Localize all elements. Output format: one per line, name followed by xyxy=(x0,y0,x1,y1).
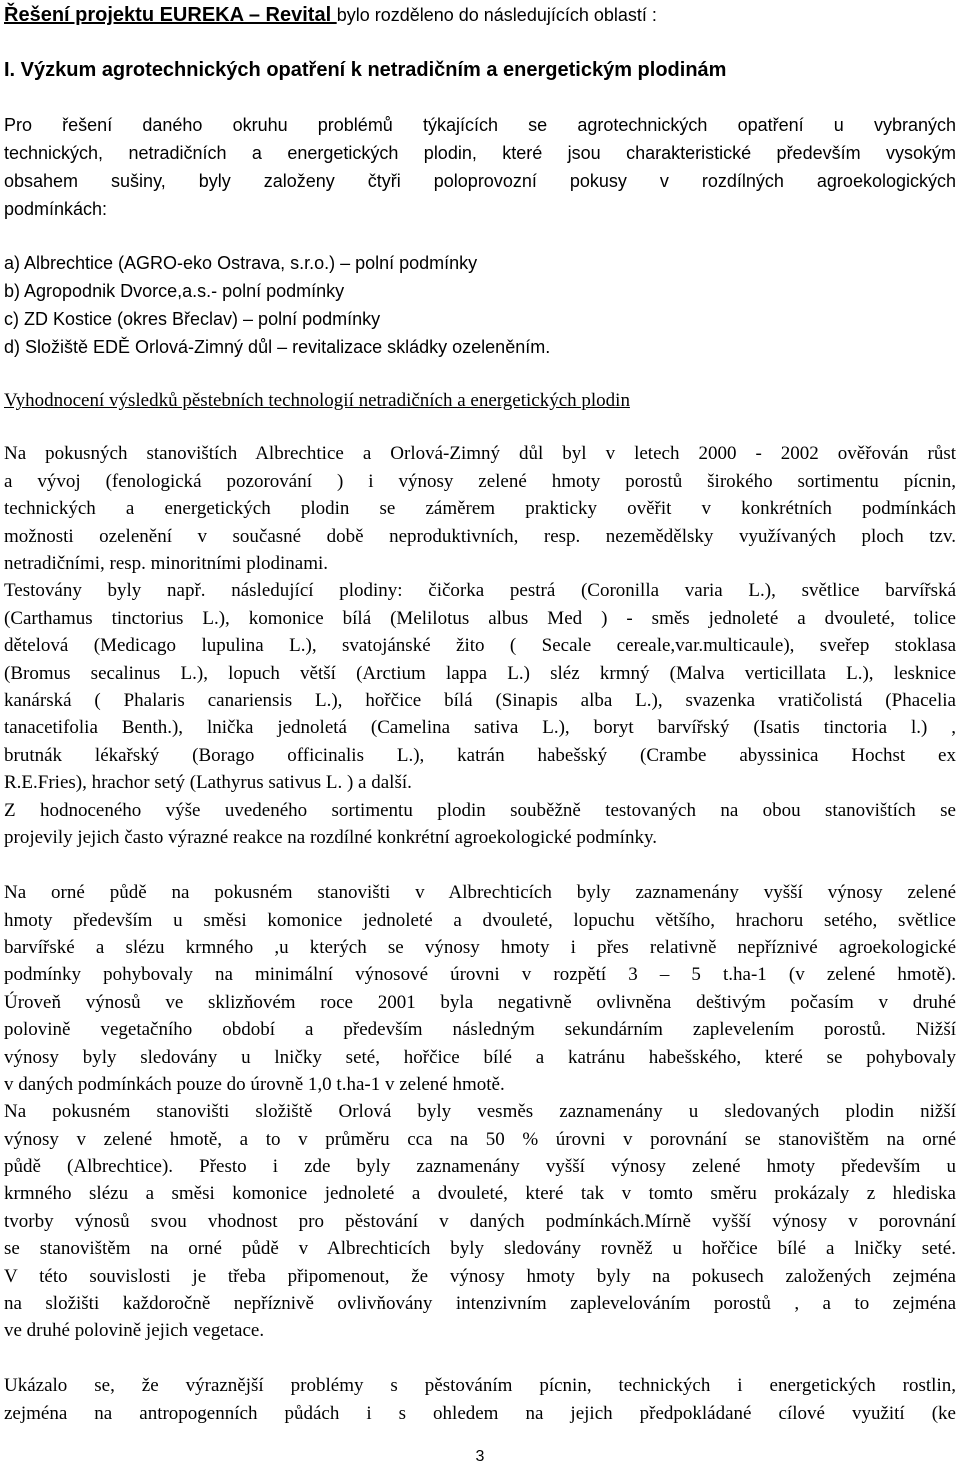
paragraph-line: zejména na antropogenních půdách i s ohledem na jejich předpokládané cílové využití (ke xyxy=(4,1403,956,1424)
paragraph-line: se stanovištěm na orné půdě v Albrechticích byly sledovány rovněž u hořčice bílé a lničky seté. xyxy=(4,1238,956,1259)
page-number: 3 xyxy=(475,1448,485,1465)
plants-line: kanárská ( Phalaris canariensis L.), hořčice bílá (Sinapis alba L.), svazenka vratičolistá (Phacelia xyxy=(4,690,956,711)
intro-line: technických, netradičních a energetických plodin, které jsou charakteristické především vysokým xyxy=(4,143,956,163)
paragraph-line: a vývoj (fenologická pozorování ) i výnosy zelené hmoty porostů širokého sortimentu pícnin, xyxy=(4,471,956,492)
site-item: b) Agropodnik Dvorce,a.s.- polní podmínky xyxy=(4,281,345,301)
paragraph-line: polovině vegetačního období a především následným sekundárním zaplevelením porostů. Nižší xyxy=(4,1019,956,1040)
site-item: a) Albrechtice (AGRO-eko Ostrava, s.r.o.) – polní podmínky xyxy=(4,253,478,273)
paragraph-line: možnosti ozelenění v současné době neproduktivních, resp. nezemědělsky využívaných ploch tzv. xyxy=(4,526,956,547)
paragraph-line: netradičními, resp. minoritními plodinami. xyxy=(4,553,329,574)
plants-line: (Bromus secalinus L.), lopuch větší (Arctium lappa L.) sléz krmný (Malva verticillata L.), lesknice xyxy=(4,663,956,684)
plants-line: tanacetifolia Benth.), lnička jednoletá (Camelina sativa L.), boryt barvířský (Isatis tinctoria l.) , xyxy=(4,717,956,738)
paragraph-line: krmného slézu a směsi komonice jednoleté a dvouleté, které tak v tomto směru prokázaly z hlediska xyxy=(4,1183,956,1204)
plants-line: brutnák lékařský (Borago officinalis L.), katrán habešský (Crambe abyssinica Hochst ex xyxy=(4,745,956,766)
title-rest: bylo rozděleno do následujících oblastí : xyxy=(336,5,657,25)
paragraph-line: barvířské a slézu krmného ,u kterých se výnosy hmoty i přes relativně nepříznivé agroekologické xyxy=(4,937,956,958)
paragraph-line: Na orné půdě na pokusném stanovišti v Albrechticích byly zaznamenány vyšší výnosy zelené xyxy=(4,882,956,903)
paragraph-line: Úroveň výnosů ve sklizňovém roce 2001 byla negativně ovlivněna deštivým počasím v druhé xyxy=(4,992,956,1013)
paragraph-line: projevily jejich často výrazné reakce na rozdílné konkrétní agroekologické podmínky. xyxy=(4,827,657,848)
paragraph-line: v daných podmínkách pouze do úrovně 1,0 t.ha-1 v zelené hmotě. xyxy=(4,1074,505,1095)
paragraph-line: půdě (Albrechtice). Přesto i zde byly zaznamenány vyšší výnosy zelené hmoty především u xyxy=(4,1156,956,1177)
plants-line: dětelová (Medicago lupulina L.), svatojánské žito ( Secale cereale,var.multicaule), sveřep stoklasa xyxy=(4,635,956,656)
paragraph-line: podmínky pohybovaly na minimální výnosové úrovni v rozpětí 3 – 5 t.ha-1 (v zelené hmotě). xyxy=(4,964,956,985)
paragraph-line: výnosy byly sledovány u lničky seté, hořčice bílé a katránu habešského, které se pohybovaly xyxy=(4,1047,956,1068)
intro-line: Pro řešení daného okruhu problémů týkajících se agrotechnických opatření u vybraných xyxy=(4,115,956,135)
paragraph-line: Z hodnoceného výše uvedeného sortimentu plodin souběžně testovaných na obou stanovištích se xyxy=(4,800,956,821)
paragraph-line: technických a energetických plodin se záměrem prakticky ověřit v konkrétních podmínkách xyxy=(4,498,956,519)
paragraph-line: na složišti každoročně nepříznivě ovlivňovány intenzivním zaplevelováním porostů , a to zejména xyxy=(4,1293,956,1314)
paragraph-line: Na pokusném stanovišti složiště Orlová byly vesměs zaznamenány u sledovaných plodin nižší xyxy=(4,1101,956,1122)
paragraph-line: hmoty především u směsi komonice jednoleté a dvouleté, lopuchu většího, hrachoru setého, světlice xyxy=(4,910,956,931)
heading-evaluation: Vyhodnocení výsledků pěstebních technologií netradičních a energetických plodin xyxy=(4,390,630,411)
document-title xyxy=(4,2,956,29)
paragraph-line: tvorby výnosů svou vhodnost pro pěstování v daných podmínkách.Mírně vyšší výnosy v porovnání xyxy=(4,1211,956,1232)
plants-line: R.E.Fries), hrachor setý (Lathyrus sativus L. ) a další. xyxy=(4,772,412,793)
site-item: d) Složiště EDĚ Orlová-Zimný důl – revitalizace skládky ozeleněním. xyxy=(4,337,551,357)
title-project: Řešení projektu EUREKA – Revital xyxy=(4,4,337,26)
paragraph-line: Ukázalo se, že výraznější problémy s pěstováním pícnin, technických i energetických rostlin, xyxy=(4,1375,956,1396)
plants-line: Testovány byly např. následující plodiny: čičorka pestrá (Coronilla varia L.), světlice barvířská xyxy=(4,580,956,601)
site-item: c) ZD Kostice (okres Břeclav) – polní podmínky xyxy=(4,309,381,329)
intro-line: obsahem sušiny, byly založeny čtyři poloprovozní pokusy v rozdílných agroekologických xyxy=(4,171,956,191)
intro-line: podmínkách: xyxy=(4,199,108,219)
heading-section-1: I. Výzkum agrotechnických opatření k netradičním a energetickým plodinám xyxy=(4,59,727,81)
plants-line: (Carthamus tinctorius L.), komonice bílá (Melilotus albus Med ) - směs jednoleté a dvouleté, tolice xyxy=(4,608,956,629)
paragraph-line: V této souvislosti je třeba připomenout, že výnosy hmoty byly na pokusech založených zejména xyxy=(4,1266,956,1287)
paragraph-line: Na pokusných stanovištích Albrechtice a Orlová-Zimný důl byl v letech 2000 - 2002 ověřován růst xyxy=(4,443,956,464)
paragraph-line: výnosy v zelené hmotě, a to v průměru cca na 50 % úrovni v porovnání se stanovištěm na orné xyxy=(4,1129,956,1150)
paragraph-line: ve druhé polovině jejich vegetace. xyxy=(4,1320,265,1341)
